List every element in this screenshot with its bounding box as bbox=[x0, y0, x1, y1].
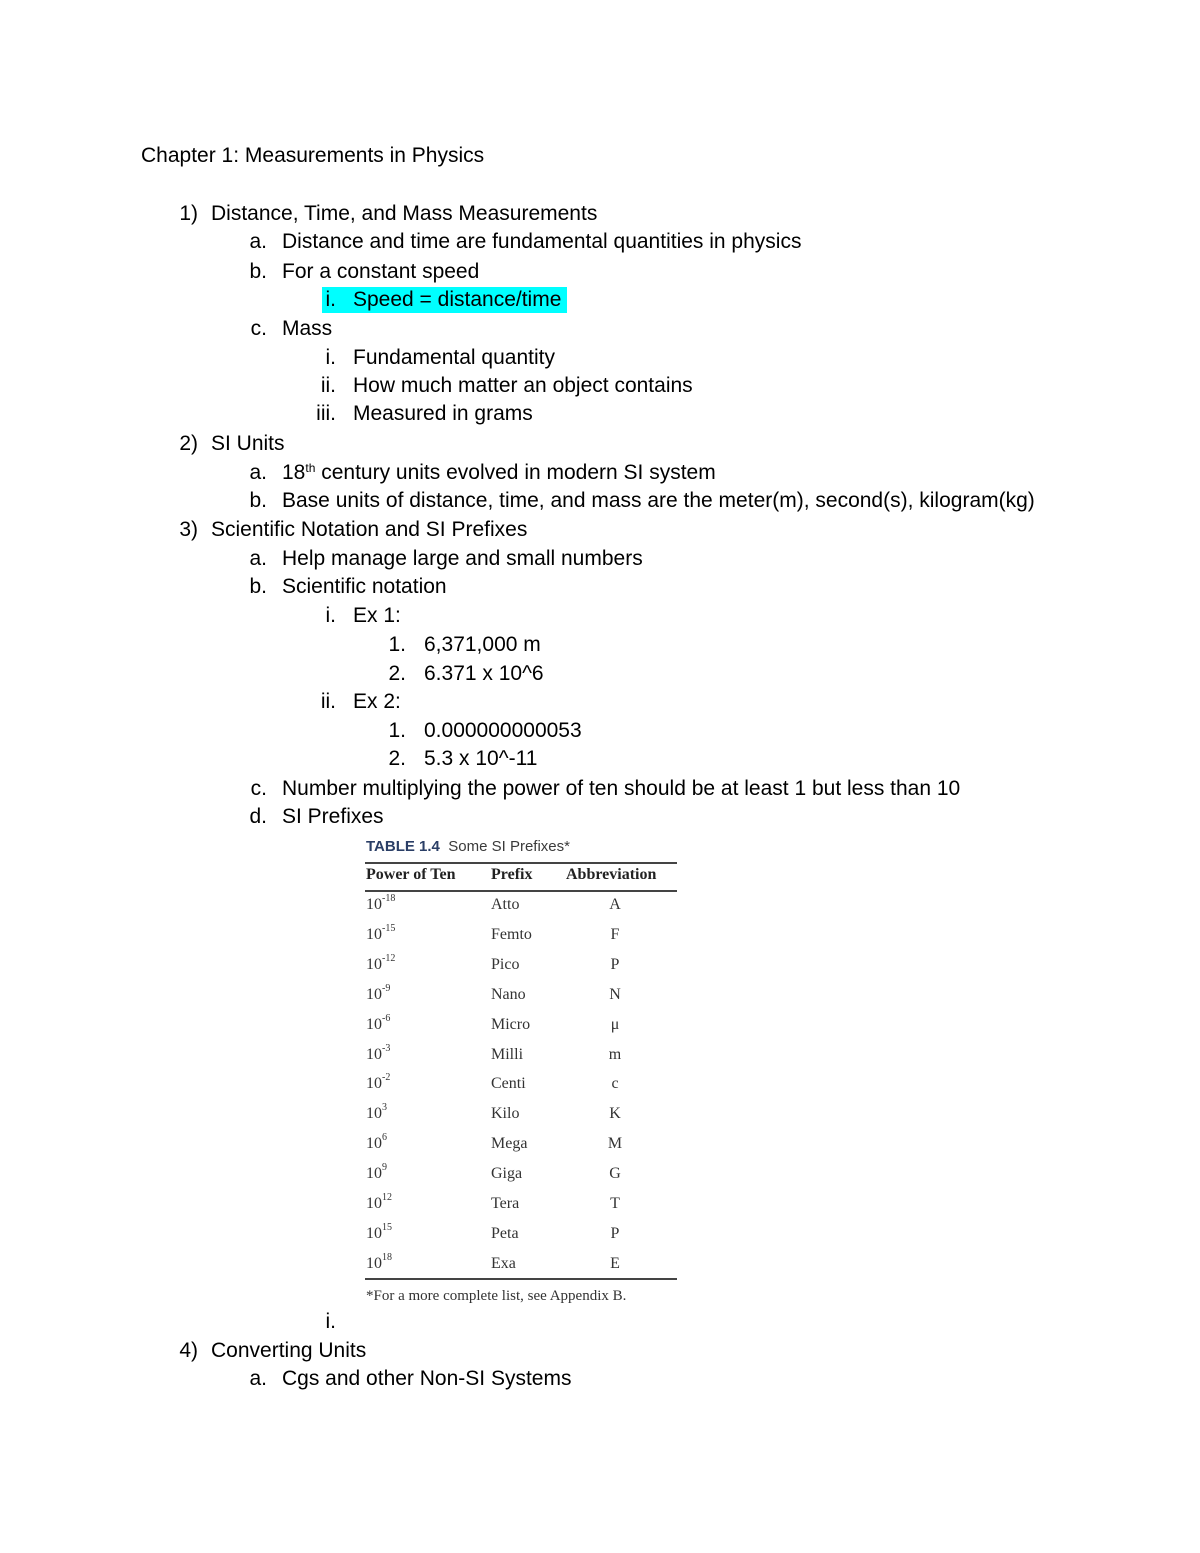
power-base: 10 bbox=[366, 1254, 382, 1272]
power-of-ten-cell bbox=[366, 1072, 391, 1093]
power-exponent: 3 bbox=[382, 1102, 387, 1114]
si-prefix-table bbox=[355, 834, 687, 1330]
list-marker: 2. bbox=[388, 747, 406, 770]
list-item: 0.000000000053 bbox=[424, 719, 582, 742]
list-marker: ii. bbox=[320, 374, 336, 397]
abbreviation-cell: G bbox=[609, 1165, 621, 1183]
power-exponent: 15 bbox=[382, 1221, 392, 1233]
power-of-ten-cell bbox=[366, 1192, 392, 1213]
list-item: 6,371,000 m bbox=[424, 633, 541, 656]
list-item bbox=[282, 460, 716, 486]
power-base: 10 bbox=[366, 1195, 382, 1212]
page-title: Chapter 1: Measurements in Physics bbox=[141, 144, 485, 167]
power-of-ten-cell bbox=[366, 1102, 387, 1123]
table-caption-label: TABLE 1.4 bbox=[366, 838, 440, 855]
list-item: 5.3 x 10^-11 bbox=[424, 747, 538, 770]
abbreviation-cell: E bbox=[610, 1254, 620, 1272]
list-item: 6.371 x 10^6 bbox=[424, 662, 544, 685]
list-marker: a. bbox=[249, 547, 267, 570]
power-base: 10 bbox=[366, 1105, 382, 1123]
power-exponent: -12 bbox=[382, 952, 396, 964]
list-item: Base units of distance, time, and mass are the meter(m), second(s), kilogram(kg) bbox=[282, 489, 1035, 512]
power-base: 10 bbox=[366, 1075, 382, 1093]
power-of-ten-cell bbox=[366, 922, 396, 944]
power-base: 10 bbox=[366, 1165, 382, 1183]
list-marker: d. bbox=[249, 805, 267, 828]
abbreviation-cell: M bbox=[607, 1135, 623, 1153]
power-exponent: 6 bbox=[382, 1132, 387, 1144]
table-caption bbox=[366, 838, 570, 855]
abbreviation-cell: N bbox=[609, 985, 621, 1003]
power-base: 10 bbox=[366, 1015, 382, 1033]
power-of-ten-cell bbox=[366, 893, 396, 914]
list-item-text: Speed = distance/time bbox=[353, 288, 562, 311]
power-of-ten-cell bbox=[366, 1221, 392, 1243]
power-exponent: -6 bbox=[382, 1012, 391, 1024]
power-of-ten-cell bbox=[366, 1251, 392, 1273]
list-marker: i. bbox=[325, 346, 336, 369]
list-marker: i. bbox=[325, 1310, 336, 1333]
prefix-cell: Giga bbox=[491, 1165, 523, 1183]
section-heading: SI Units bbox=[211, 432, 285, 455]
list-item-text: 18 bbox=[282, 461, 306, 484]
list-marker: b. bbox=[249, 489, 267, 512]
prefix-cell: Mega bbox=[491, 1135, 528, 1153]
list-item: Scientific notation bbox=[282, 575, 447, 598]
section-number: 3) bbox=[179, 518, 198, 541]
abbreviation-cell: T bbox=[610, 1195, 620, 1212]
list-marker: a. bbox=[249, 461, 267, 484]
column-header-power: Power of Ten bbox=[366, 866, 456, 883]
list-item: Distance and time are fundamental quantities in physics bbox=[282, 230, 802, 253]
power-exponent: -9 bbox=[382, 982, 391, 994]
prefix-cell: Milli bbox=[491, 1045, 524, 1063]
list-marker: a. bbox=[249, 230, 267, 253]
abbreviation-cell: m bbox=[608, 1045, 622, 1063]
prefix-cell: Micro bbox=[491, 1015, 531, 1033]
power-base: 10 bbox=[366, 985, 382, 1003]
prefix-cell: Nano bbox=[491, 985, 526, 1003]
list-item: SI Prefixes bbox=[282, 805, 384, 828]
table-header-rule bbox=[365, 890, 677, 892]
list-marker: ii. bbox=[320, 690, 336, 713]
list-marker: i. bbox=[325, 288, 336, 311]
abbreviation-cell: μ bbox=[610, 1015, 620, 1033]
list-item-text: century units evolved in modern SI system bbox=[315, 461, 716, 484]
list-item: Cgs and other Non-SI Systems bbox=[282, 1367, 572, 1390]
abbreviation-cell: P bbox=[610, 1224, 620, 1242]
table-top-rule bbox=[365, 862, 677, 864]
section-heading: Converting Units bbox=[211, 1339, 367, 1362]
prefix-cell: Tera bbox=[491, 1195, 520, 1212]
power-of-ten-cell bbox=[366, 1042, 391, 1064]
power-base: 10 bbox=[366, 1224, 382, 1242]
list-marker: c. bbox=[250, 317, 267, 340]
power-of-ten-cell bbox=[366, 982, 391, 1004]
list-item: Ex 2: bbox=[353, 690, 401, 713]
power-of-ten-cell bbox=[366, 952, 396, 974]
power-base: 10 bbox=[366, 1135, 382, 1153]
power-base: 10 bbox=[366, 925, 382, 943]
list-marker: c. bbox=[250, 777, 267, 800]
power-exponent: 12 bbox=[382, 1192, 392, 1203]
abbreviation-cell: P bbox=[610, 955, 620, 973]
list-marker: a. bbox=[249, 1367, 267, 1390]
table-caption-text: Some SI Prefixes* bbox=[448, 838, 570, 855]
list-marker: b. bbox=[249, 575, 267, 598]
prefix-cell: Pico bbox=[491, 955, 520, 973]
table-bottom-rule bbox=[365, 1278, 677, 1280]
abbreviation-cell: F bbox=[610, 925, 620, 943]
prefix-cell: Peta bbox=[491, 1224, 519, 1242]
prefix-cell: Centi bbox=[491, 1075, 526, 1093]
prefix-cell: Atto bbox=[491, 896, 520, 913]
power-exponent: -15 bbox=[382, 922, 396, 934]
abbreviation-cell: A bbox=[609, 896, 621, 913]
highlighted-list-item bbox=[322, 287, 567, 313]
power-of-ten-cell bbox=[366, 1012, 391, 1034]
power-exponent: 18 bbox=[382, 1251, 392, 1263]
power-of-ten-cell bbox=[366, 1132, 387, 1153]
power-exponent: -3 bbox=[382, 1042, 391, 1054]
section-heading: Scientific Notation and SI Prefixes bbox=[211, 518, 528, 541]
section-heading: Distance, Time, and Mass Measurements bbox=[211, 202, 598, 225]
list-item: Number multiplying the power of ten should be at least 1 but less than 10 bbox=[282, 777, 961, 800]
list-item: Measured in grams bbox=[353, 402, 533, 425]
prefix-cell: Femto bbox=[491, 925, 532, 943]
list-item: Help manage large and small numbers bbox=[282, 547, 643, 570]
power-base: 10 bbox=[366, 896, 382, 913]
list-item: Mass bbox=[282, 317, 333, 340]
abbreviation-cell: K bbox=[609, 1105, 621, 1123]
power-exponent: -2 bbox=[382, 1072, 391, 1084]
section-number: 4) bbox=[179, 1339, 198, 1362]
power-exponent: -18 bbox=[382, 893, 396, 904]
table-footnote: *For a more complete list, see Appendix B. bbox=[366, 1288, 627, 1304]
list-item: Ex 1: bbox=[353, 604, 401, 627]
superscript: th bbox=[305, 461, 316, 475]
list-item: Fundamental quantity bbox=[353, 346, 555, 369]
prefix-cell: Kilo bbox=[491, 1105, 520, 1123]
column-header-abbreviation: Abbreviation bbox=[566, 866, 657, 883]
list-marker: 2. bbox=[388, 662, 406, 685]
column-header-prefix: Prefix bbox=[491, 866, 533, 883]
power-exponent: 9 bbox=[382, 1162, 387, 1174]
power-base: 10 bbox=[366, 955, 382, 973]
power-base: 10 bbox=[366, 1045, 382, 1063]
abbreviation-cell: c bbox=[611, 1075, 619, 1093]
section-number: 2) bbox=[179, 432, 198, 455]
list-marker: i. bbox=[325, 604, 336, 627]
prefix-cell: Exa bbox=[491, 1254, 516, 1272]
list-item: For a constant speed bbox=[282, 260, 480, 283]
list-marker: b. bbox=[249, 260, 267, 283]
list-item: How much matter an object contains bbox=[353, 374, 693, 397]
power-of-ten-cell bbox=[366, 1162, 387, 1183]
list-marker: 1. bbox=[388, 719, 406, 742]
list-marker: 1. bbox=[388, 633, 406, 656]
list-marker: iii. bbox=[316, 402, 336, 425]
section-number: 1) bbox=[179, 202, 198, 225]
